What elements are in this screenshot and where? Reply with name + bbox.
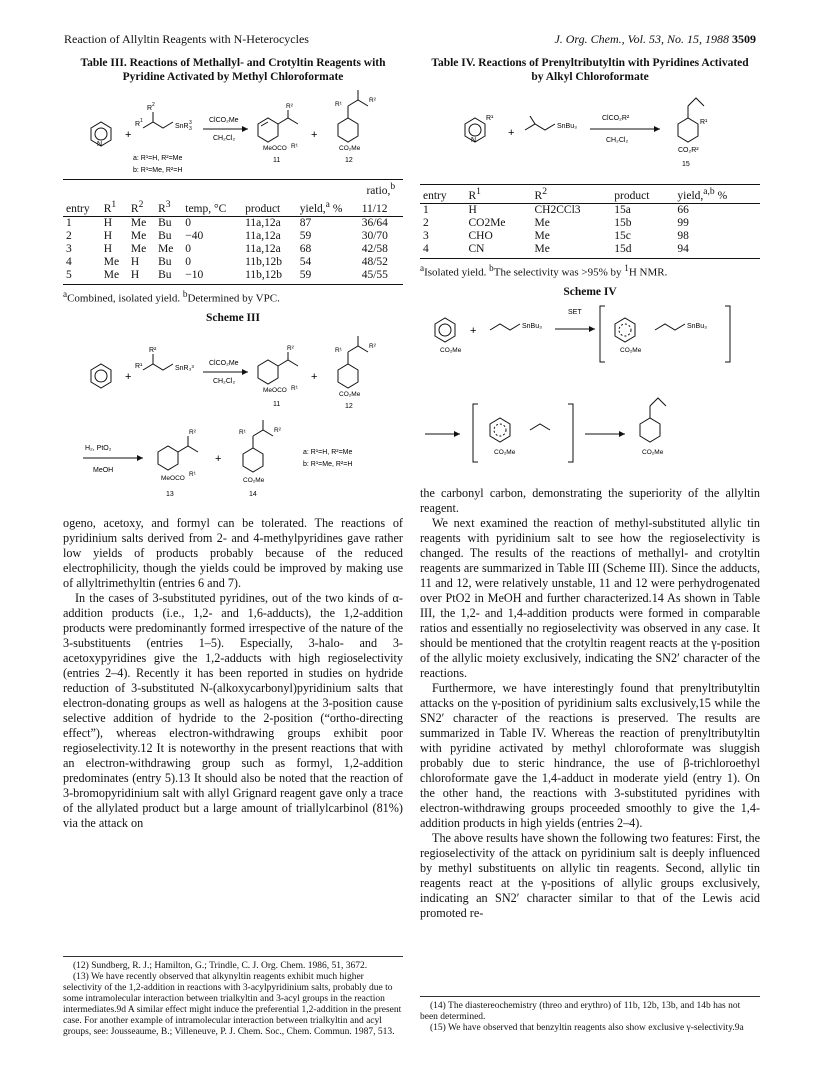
svg-text:R: R — [147, 105, 153, 112]
col-header: yield,$^a$ % — [297, 198, 359, 216]
svg-text:R¹: R¹ — [291, 143, 298, 150]
svg-text:2: 2 — [152, 102, 155, 108]
svg-text:R¹: R¹ — [239, 429, 246, 437]
table-cell: 68 — [299, 242, 312, 255]
svg-text:+: + — [311, 371, 318, 384]
table-cell: 54 — [299, 255, 312, 268]
svg-text:R¹: R¹ — [135, 363, 143, 371]
table-cell: 4 — [420, 243, 465, 259]
svg-text:CH₂Cl₂: CH₂Cl₂ — [606, 137, 629, 144]
right-column — [420, 56, 760, 921]
svg-text:CO₂R²: CO₂R² — [678, 147, 699, 154]
table-cell: −10 — [182, 269, 242, 285]
table-cell: Me — [534, 216, 550, 229]
scheme4-title: Scheme IV — [563, 286, 617, 299]
svg-text:R¹: R¹ — [335, 101, 342, 108]
table-cell: Me — [534, 229, 550, 242]
svg-text:MeOCO: MeOCO — [161, 475, 185, 483]
svg-text:R¹: R¹ — [335, 347, 342, 355]
table-cell: H — [103, 242, 113, 255]
table-cell: 87 — [299, 216, 312, 229]
table-row — [420, 230, 760, 243]
table-cell: 11b,12b — [242, 269, 297, 285]
table-cell: 11b,12b — [245, 255, 283, 268]
svg-text:SnR₃³: SnR₃³ — [175, 365, 194, 373]
table-row — [420, 203, 760, 217]
table-row — [420, 217, 760, 230]
table-cell: 48/52 — [361, 255, 388, 268]
variant-b: b: R¹=Me, R²=H — [133, 167, 183, 174]
table-cell: 66 — [677, 203, 689, 216]
svg-text:CO₂Me: CO₂Me — [620, 347, 642, 355]
col-header: temp, °C — [182, 198, 242, 216]
table-cell: Bu — [158, 216, 172, 229]
col-header: product — [242, 198, 297, 216]
col-header: yield,$^{a,b}$ % — [674, 185, 760, 204]
table-row — [63, 216, 403, 230]
table-cell: Me — [103, 255, 120, 268]
table-cell: CH2CCl3 — [534, 203, 581, 216]
left-body — [63, 516, 403, 831]
reference: (13) We have recently observed that alkynyltin reagents exhibit much higher selectivity of the 1,2-addition in reactions with 3-acylpyridinium salts, probably due to some intramolecular interaction between trialkyltin and 3-acyl groups in the reaction intermediates.9d A similar effect might induce the preferential 1,2-addition in the present case. For another example of intramolecular interaction between trialkyltin and acyl groups, see: Jousseaume, B.; Villeneuve, P. J. Chem. Soc., Chem. Commun. 1987, 513. — [63, 972, 402, 1037]
scheme3 — [63, 330, 403, 510]
table-cell: Me — [532, 243, 612, 259]
reference: (14) The diastereochemistry (threo and erythro) of 11b, 12b, 13b, and 14b has not been determined. — [420, 1001, 741, 1022]
paragraph: We next examined the reaction of methyl-substituted allylic tin reagents with pyridinium salt to see how the regioselectivity is changed. The results of the reactions of methallyl- and crotyltin reagents are summarized in Table III (Scheme III). Since the adducts, 11 and 12, were relatively unstable, 11 and 12 were perhydrogenated over PtO2 in MeOH and further characterized.14 As shown in Table III, the 1,2- and 1,4-addition products were formed in comparable ratios and essentially no regioselectivity was observed in any case. It should be mentioned that the crotyltin reagent reacts at the γ-position of the allylic moiety exclusively, indicating the SN2′ character of the reactions. — [420, 516, 760, 681]
svg-text:R²: R² — [287, 345, 294, 353]
svg-text:R²: R² — [369, 97, 376, 104]
table-cell: CHO — [468, 229, 493, 242]
svg-text:CO₂Me: CO₂Me — [494, 449, 516, 457]
svg-text:+: + — [215, 453, 222, 466]
svg-text:3: 3 — [189, 126, 192, 132]
paragraph: the carbonyl carbon, demonstrating the superiority of the allyltin reagent. — [420, 486, 760, 516]
paragraph: In the cases of 3-substituted pyridines, out of the two kinds of α-addition products (i.e., 1,2- and 1,6-adducts), the 1,2-addition products were predominantly formed irrespective of the nature of the 3-substituents (entries 1–5). Especially, 3-halo- and 3-acetoxypyridines give the 1,2-adducts with high regioselectivity (entries 2–4). Recently it has been reported in studies on hydride reduction of 3-substituted N-(alkoxycarbonyl)pyridinium salts that electron-donating groups as well as halogens at the 3-position cause selective addition of hydride to the 2-position (“ortho-directing effect”), whereas electron-withdrawing groups exhibit poor regioselectivity.12 It is noteworthy in the present reactions that with an electron-withdrawing group such as formyl, 1,2-addition predominates (entry 5).13 It should also be noted that the reaction of 3-bromopyridinium salt with allyl Grignard reagent gave only a trace of the allylated product but a large amount of triallylcarbinol (81%) via the attack on — [63, 591, 403, 831]
table3-scheme — [63, 84, 403, 179]
svg-text:R²: R² — [189, 429, 196, 437]
left-column — [63, 56, 403, 831]
svg-text:ClCO₂R²: ClCO₂R² — [602, 115, 630, 122]
col-header: $R^1$ — [465, 185, 531, 204]
svg-text:MeOH: MeOH — [93, 467, 114, 475]
variant-a: a: R¹=H, R²=Me — [133, 155, 183, 162]
svg-text:CO₂Me: CO₂Me — [339, 145, 361, 152]
snbu3-label: SnBu₃ — [557, 123, 577, 130]
table-cell: Me — [130, 242, 147, 255]
svg-text:+: + — [311, 129, 318, 141]
table-cell: 1 — [423, 203, 429, 216]
right-references — [420, 996, 760, 1034]
table4-title: Table IV. Reactions of Prenyltributyltin with Pyridines Activated by Alkyl Chloroformate — [431, 57, 749, 83]
svg-text:R¹: R¹ — [700, 119, 708, 126]
paragraph: Furthermore, we have interestingly found that prenyltributyltin attacks on the γ-position of pyridinium salts exclusively,15 while the SN2′ character of the reactions is preserved. The results are summarized in Table IV. Whereas the reaction of prenyltributyltin with pyridine activated by methyl chloroformate was sluggish probably due to steric hindrance, the use of β-trichloroethyl chloroformate gave the 1,4-adduct in moderate yield (entry 1). On the other hand, the reactions with 3-substituted pyridines with electron-withdrawing groups proceeded smoothly to give the 1,4-addition products in high yields (entries 2–4). — [420, 681, 760, 831]
table-cell: 36/64 — [361, 216, 388, 229]
table-cell: H — [128, 269, 155, 285]
table-cell: 1 — [66, 216, 72, 229]
col-header: $R^1$ — [101, 198, 128, 216]
svg-text:CO₂Me: CO₂Me — [339, 391, 361, 399]
paragraph: ogeno, acetoxy, and formyl can be tolerated. The reactions of pyridinium salts derived from 2- and 4-methylpyridines gave rather low yields of products probably because of the reduced electrophilicity, though the yields could be improved by making use of allyltrimethyltin (entries 6 and 7). — [63, 516, 403, 591]
svg-text:12: 12 — [345, 403, 353, 411]
right-body — [420, 486, 760, 921]
table-cell: 15b — [614, 216, 632, 229]
svg-text:1: 1 — [140, 118, 143, 124]
table-cell: 11a,12a — [245, 216, 281, 229]
hydrogenation-label: H₂, PtO₂ — [85, 445, 112, 453]
svg-text:MeOCO: MeOCO — [263, 387, 287, 395]
table-cell: Bu — [158, 255, 172, 268]
svg-text:R: R — [135, 121, 141, 128]
table-cell: 15c — [614, 229, 631, 242]
table-cell: CN — [465, 243, 531, 259]
table3: ratio,$^b$ entry $R^1$ $R^2$ $R^3$ temp, °C product yield,$^a$ % 11/12 1 H Me Bu 0 11a,12a 87 36/64 2 H Me Bu −40 11a,12a 59 30/70 3 H Me Me 0 11a,12a 68 42/58 4 Me H Bu 0 11b,12b 54 48/52 5 Me H Bu −10 11b,12b 59 45/55 — [63, 179, 403, 285]
table-cell: 42/58 — [361, 242, 388, 255]
table-cell: Me — [130, 229, 147, 242]
svg-text:CH₂Cl₂: CH₂Cl₂ — [213, 378, 236, 386]
col-header: product — [611, 185, 674, 204]
table-row — [420, 243, 760, 259]
table-cell: 94 — [674, 243, 760, 259]
table-cell: H — [468, 203, 477, 216]
table-cell: H — [103, 216, 113, 229]
svg-text:R²: R² — [274, 427, 281, 435]
running-head-journal — [554, 32, 756, 47]
table-cell: 11a,12a — [245, 229, 281, 242]
table4-footnote: $^a$Isolated yield. $^b$The selectivity was >95% by $^1$H NMR. — [420, 262, 668, 279]
table4-scheme — [420, 84, 760, 184]
page-number: 3509 — [732, 32, 756, 46]
svg-text:SnBu₃: SnBu₃ — [522, 323, 542, 331]
col-header: $R^2$ — [128, 198, 155, 216]
table-cell: 98 — [677, 229, 689, 242]
col-header: 11/12 — [359, 198, 403, 216]
table-cell: CO2Me — [468, 216, 506, 229]
table3-title: Table III. Reactions of Methallyl- and Crotyltin Reagents with Pyridine Activated by Methyl Chloroformate — [80, 57, 386, 83]
table-row — [63, 230, 403, 243]
left-references — [63, 956, 403, 1038]
table-cell: 2 — [423, 216, 429, 229]
svg-text:11: 11 — [273, 401, 281, 409]
svg-text:R²: R² — [286, 103, 293, 110]
table-cell: 99 — [677, 216, 689, 229]
svg-text:ClCO₂Me: ClCO₂Me — [209, 360, 239, 368]
table-cell: 15d — [611, 243, 674, 259]
reference: (12) Sundberg, R. J.; Hamilton, G.; Trindle, C. J. Org. Chem. 1986, 51, 3672. — [73, 961, 368, 971]
table-cell: 2 — [66, 229, 72, 242]
svg-text:a: R¹=H, R²=Me: a: R¹=H, R²=Me — [303, 449, 353, 457]
table-cell: 3 — [423, 229, 429, 242]
table-cell: 59 — [297, 269, 359, 285]
table4 — [420, 184, 760, 259]
table-cell: Bu — [155, 269, 182, 285]
solvent-label: CH₂Cl₂ — [213, 135, 236, 142]
table-cell: 30/70 — [361, 229, 388, 242]
table-cell: Me — [158, 242, 174, 255]
svg-text:+: + — [508, 127, 515, 139]
table-cell: 0 — [185, 242, 191, 255]
plus-sign: + — [125, 129, 132, 141]
svg-text:N: N — [471, 137, 477, 144]
reagent-label: ClCO₂Me — [209, 117, 239, 124]
table3-footnote: $^a$Combined, isolated yield. $^b$Determined by VPC. — [63, 288, 280, 305]
table-cell: 0 — [185, 255, 191, 268]
svg-text:+: + — [470, 325, 477, 338]
svg-text:+: + — [125, 371, 132, 384]
table-cell: 5 — [63, 269, 101, 285]
svg-text:CO₂Me: CO₂Me — [440, 347, 462, 355]
snr3-label: SnR — [175, 123, 189, 130]
svg-text:CO₂Me: CO₂Me — [642, 449, 664, 457]
table-cell: 45/55 — [359, 269, 403, 285]
table-cell: Bu — [158, 229, 172, 242]
svg-text:R²: R² — [369, 343, 376, 351]
table-cell: −40 — [185, 229, 204, 242]
table-row — [63, 256, 403, 269]
table-cell: H — [103, 229, 113, 242]
col-header: $R^2$ — [532, 185, 612, 204]
compound-11: 11 — [273, 157, 281, 164]
table-cell: Me — [130, 216, 147, 229]
table-cell: 4 — [66, 255, 72, 268]
compound-13: 13 — [166, 491, 174, 499]
compound-15: 15 — [682, 161, 690, 168]
scheme3-title: Scheme III — [206, 312, 260, 325]
running-head-title: Reaction of Allyltin Reagents with N-Heterocycles — [64, 32, 309, 46]
svg-text:R¹: R¹ — [486, 115, 494, 122]
table-cell: 11a,12a — [245, 242, 281, 255]
reference: (15) We have observed that benzyltin reagents also show exclusive γ-selectivity.9a — [430, 1023, 744, 1033]
col-header: entry — [420, 185, 465, 204]
svg-text:R¹: R¹ — [291, 385, 298, 393]
compound-12: 12 — [345, 157, 353, 164]
svg-text:R¹: R¹ — [189, 471, 196, 479]
svg-text:SnBu₃: SnBu₃ — [687, 323, 707, 331]
journal-citation: J. Org. Chem., Vol. 53, No. 15, 1988 — [554, 32, 729, 46]
paragraph: The above results have shown the following two features: First, the regioselectivity of the attack on pyridinium salt is deeply influenced by methyl substituents on allylic tin reagents. Second, allylic tin reagents react at the γ-positions of allylic groups exclusively, indicating an SN2′ character similar to that of the Lewis acid promoted re- — [420, 831, 760, 921]
table-cell: Me — [101, 269, 128, 285]
table-cell: H — [130, 255, 140, 268]
col-header: entry — [63, 198, 101, 216]
n-label: N — [97, 141, 103, 148]
svg-text:3: 3 — [189, 120, 192, 126]
svg-text:b: R¹=Me, R²=H: b: R¹=Me, R²=H — [303, 461, 353, 469]
svg-text:MeOCO: MeOCO — [263, 145, 287, 152]
svg-text:CO₂Me: CO₂Me — [243, 477, 265, 485]
col-header: $R^3$ — [155, 198, 182, 216]
table-cell: 0 — [185, 216, 191, 229]
table-row — [63, 269, 403, 285]
table-cell: 59 — [299, 229, 312, 242]
svg-text:R²: R² — [149, 347, 157, 355]
table-cell: 3 — [66, 242, 72, 255]
table-row — [63, 243, 403, 256]
compound-14: 14 — [249, 491, 257, 499]
table-cell: 15a — [614, 203, 631, 216]
scheme4 — [420, 304, 760, 482]
set-label: SET — [568, 309, 582, 317]
